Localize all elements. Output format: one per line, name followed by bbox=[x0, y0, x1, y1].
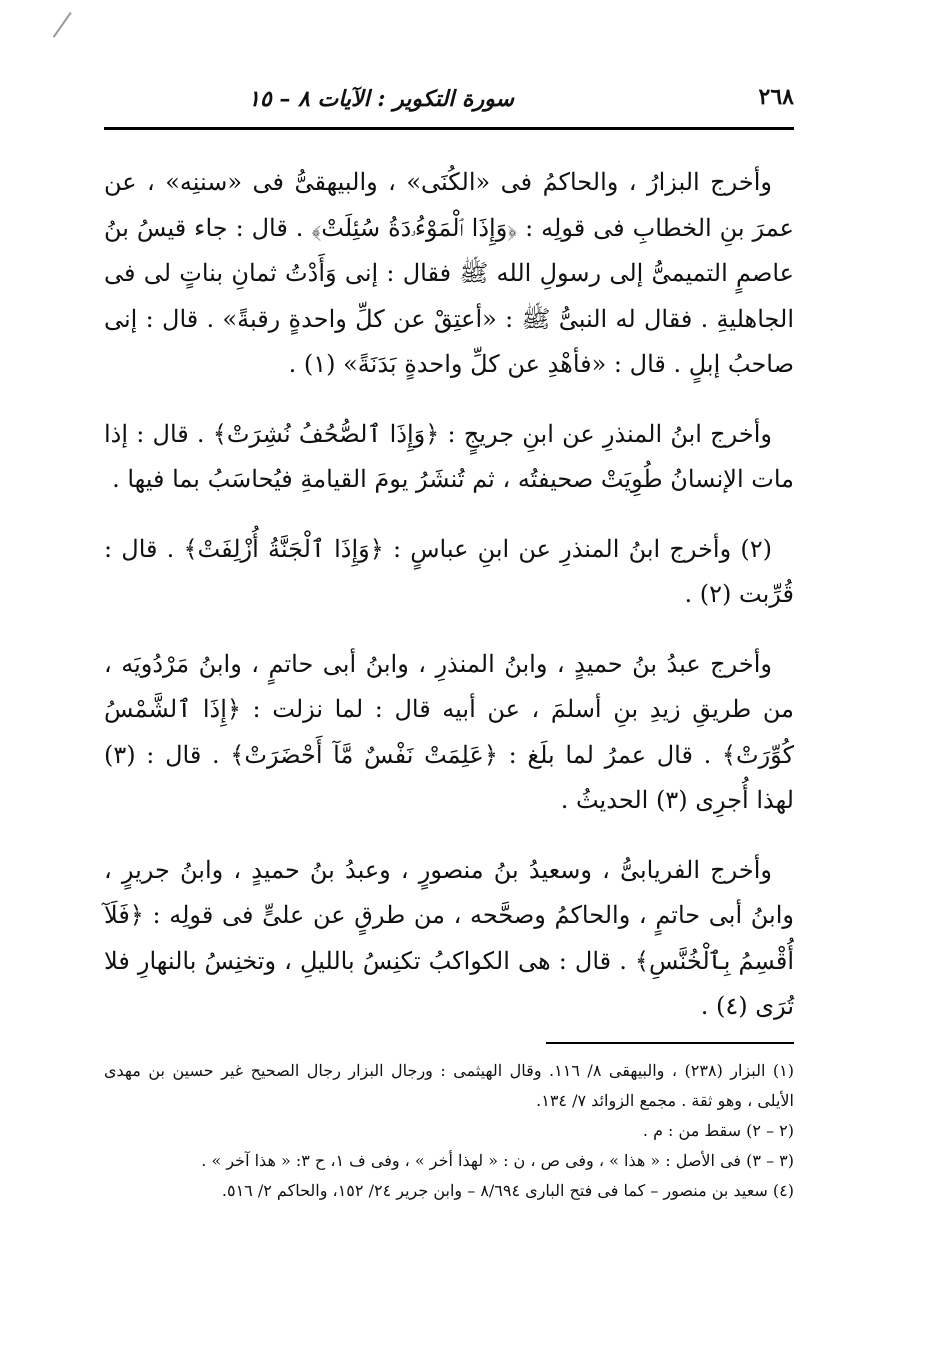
paragraph: (٢) وأخرج ابنُ المنذرِ عن ابنِ عباسٍ : ﴿وَإِذَا ٱلْجَنَّةُ أُزْلِفَتْ﴾ . قال : قُرِّبت (٢) . bbox=[104, 534, 794, 608]
paragraph: وأخرج الفريابىُّ ، وسعيدُ بنُ منصورٍ ، وعبدُ بنُ حميدٍ ، وابنُ جريرٍ ، وابنُ أبى حاتمٍ ، والحاكمُ وصحَّحه ، من طرقٍ عن علىٍّ فى قولِه : ﴿فَلَآ أُقْسِمُ بِٱلْخُنَّسِ﴾ . قال : هى الكواكبُ تكنِسُ بالليلِ ، وتخنِسُ بالنهارِ فلا تُرَى (٤) . bbox=[104, 855, 794, 1020]
running-title: سورة التكوير : الآيات ٨ – ١٥ bbox=[248, 86, 514, 112]
footnote: (٢ – ٢) سقط من : م . bbox=[642, 1121, 794, 1140]
paragraph: وأخرج ابنُ المنذرِ عن ابنِ جريجٍ : ﴿وَإِذَا ٱلصُّحُفُ نُشِرَتْ﴾ . قال : إذا مات الإنسانُ طُوِيَتْ صحيفتُه ، ثم تُنشَرُ يومَ القيامةِ فيُحاسَبُ بما فيها . bbox=[104, 419, 794, 493]
page-header bbox=[104, 84, 794, 120]
page-number: ٢٦٨ bbox=[758, 84, 794, 110]
footnotes bbox=[104, 1056, 794, 1206]
scan-mark bbox=[53, 12, 72, 38]
footnote: (٤) سعيد بن منصور – كما فى فتح البارى ٨/٦٩٤ – وابن جرير ٢٤/ ١٥٢، والحاكم ٢/ ٥١٦. bbox=[221, 1181, 794, 1200]
footnote: (١) البزار (٢٣٨) ، والبيهقى ٨/ ١١٦. وقال الهيثمى : ورجال البزار رجال الصحيح غير حسين بن مهدى الأيلى ، وهو ثقة . مجمع الزوائد ٧/ ١٣٤. bbox=[104, 1061, 795, 1110]
paragraph: وأخرج عبدُ بنُ حميدٍ ، وابنُ المنذرِ ، وابنُ أبى حاتمٍ ، وابنُ مَرْدُويَه ، من طريقِ زيدِ بنِ أسلمَ ، عن أبيه قال : لما نزلت : ﴿إِذَا ٱلشَّمْسُ كُوِّرَتْ﴾ . قال عمرُ لما بلَغ : ﴿عَلِمَتْ نَفْسٌ مَّآ أَحْضَرَتْ﴾ . قال : (٣) لهذا أُجرِى (٣) الحديثُ . bbox=[104, 649, 794, 814]
paragraph: وأخرج البزارُ ، والحاكمُ فى «الكُنَى» ، والبيهقىُّ فى «سننِه» ، عن عمرَ بنِ الخطابِ فى قولِه : ﴿وَإِذَا ٱلْمَوْءُۥدَةُ سُئِلَتْ﴾ . قال : جاء قيسُ بنُ عاصمٍ التميمىُّ إلى رسولِ الله ﷺ فقال : إنى وَأَدْتُ ثمانِ بناتٍ لى فى الجاهليةِ . فقال له النبىُّ ﷺ : «أعتِقْ عن كلِّ واحدةٍ رقبةً» . قال : إنى صاحبُ إبلٍ . قال : «فأهْدِ عن كلِّ واحدةٍ بَدَنَةً» (١) . bbox=[104, 168, 794, 378]
header-rule bbox=[104, 127, 794, 130]
main-text bbox=[104, 160, 794, 1054]
footnote-rule bbox=[546, 1042, 794, 1044]
footnote: (٣ – ٣) فى الأصل : « هذا » ، وفى ص ، ن : « لهذا أخر » ، وفى ف ١، ح ٣: « هذا آخر » . bbox=[201, 1151, 794, 1170]
